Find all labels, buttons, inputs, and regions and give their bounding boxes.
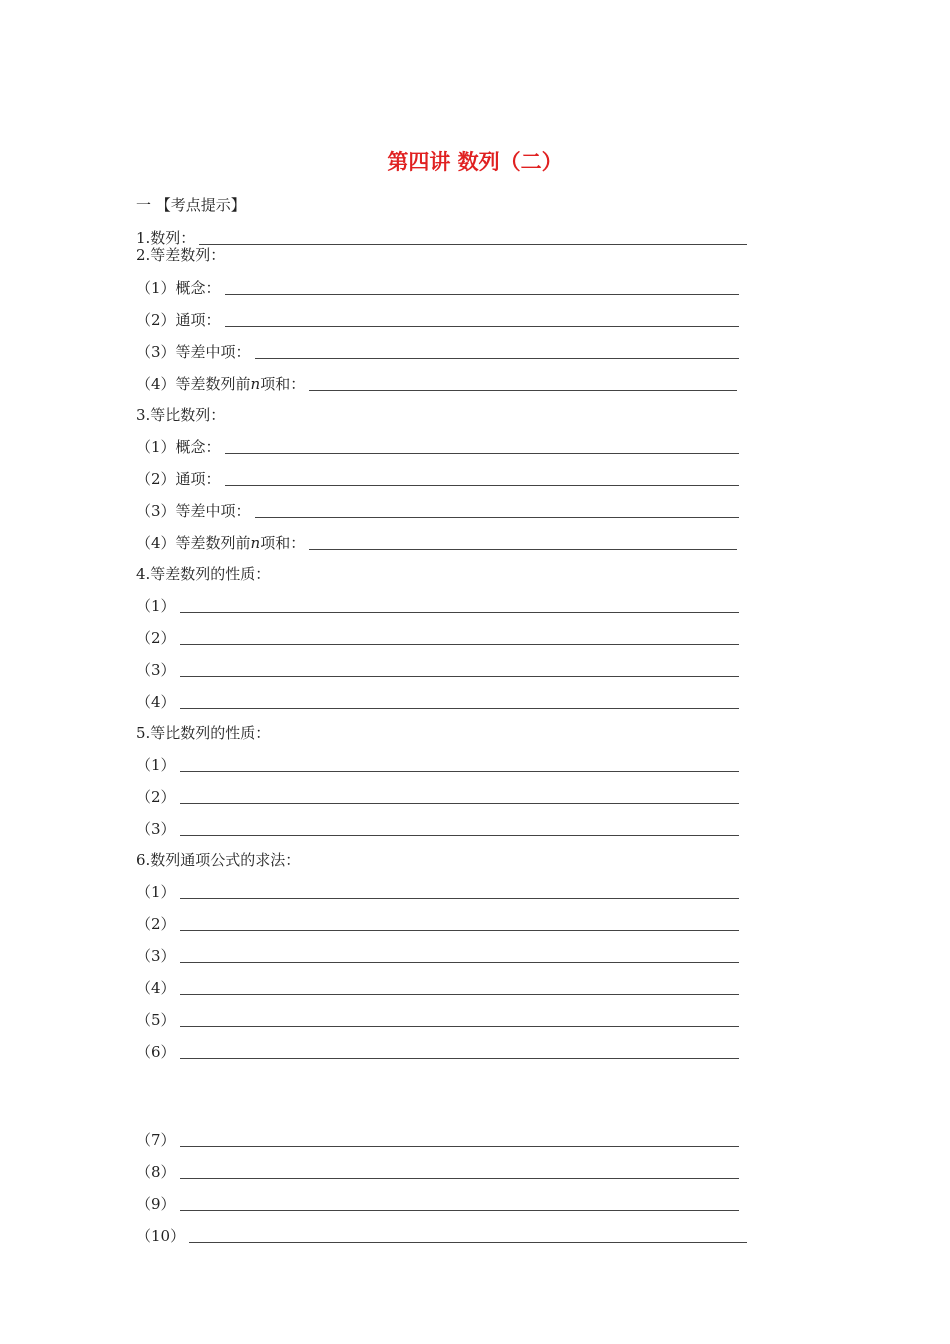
row-label: （3） [136,820,176,838]
fill-row [136,880,739,902]
answer-blank[interactable] [225,437,739,454]
answer-blank[interactable] [180,819,739,836]
fill-row [136,1160,739,1182]
answer-blank[interactable] [180,1010,739,1027]
fill-row [136,308,739,330]
fill-row [136,912,739,934]
row-label: （3） [136,661,176,679]
fill-row [136,531,737,553]
fill-row [136,690,739,712]
answer-blank[interactable] [255,342,739,359]
fill-row [136,785,739,807]
section-heading: 一 【考点提示】 [136,196,246,214]
row-label: （2）通项： [136,470,221,488]
answer-blank[interactable] [180,628,739,645]
answer-blank[interactable] [180,946,739,963]
row-label: （3） [136,947,176,965]
answer-blank[interactable] [180,1162,739,1179]
row-label: （4）等差数列前n项和： [136,534,306,552]
row-label: （2）通项： [136,311,221,329]
section-label: 4.等差数列的性质： [136,565,271,583]
row-label: （8） [136,1163,176,1181]
row-label: （4） [136,693,176,711]
row-label: （2） [136,629,176,647]
answer-blank[interactable] [180,978,739,995]
variable-n: n [250,375,261,393]
answer-blank[interactable] [199,228,747,245]
fill-row [136,594,739,616]
fill-row [136,817,739,839]
row-label: （2） [136,915,176,933]
answer-blank[interactable] [225,310,739,327]
row-label: （7） [136,1131,176,1149]
row-label: （1） [136,883,176,901]
page-title: 第四讲 数列（二） [387,150,563,174]
fill-row [136,435,739,457]
fill-row [136,753,739,775]
section-label: 3.等比数列： [136,406,226,424]
fill-row [136,372,737,394]
answer-blank[interactable] [180,882,739,899]
row-label: （1）概念： [136,438,221,456]
section-label: 5.等比数列的性质： [136,724,271,742]
answer-blank[interactable] [180,692,739,709]
row-label: （9） [136,1195,176,1213]
row-label: （1） [136,597,176,615]
answer-blank[interactable] [180,914,739,931]
fill-row [136,1192,739,1214]
row-label: （3）等差中项： [136,502,251,520]
answer-blank[interactable] [180,1130,739,1147]
variable-n: n [250,534,261,552]
row-label: （2） [136,788,176,806]
answer-blank[interactable] [180,660,739,677]
row-label: 1.数列： [136,229,196,247]
fill-row [136,276,739,298]
answer-blank[interactable] [180,755,739,772]
row-label: （4） [136,979,176,997]
answer-blank[interactable] [189,1226,747,1243]
row-label: （1） [136,756,176,774]
fill-row [136,1008,739,1030]
section-label: 2.等差数列： [136,246,226,264]
fill-row [136,340,739,362]
section-label: 6.数列通项公式的求法： [136,851,301,869]
row-label: （1）概念： [136,279,221,297]
row-label: （6） [136,1043,176,1061]
row-label: （10） [136,1227,186,1245]
answer-blank[interactable] [255,501,739,518]
answer-blank[interactable] [225,278,739,295]
fill-row [136,1040,739,1062]
fill-row [136,226,747,248]
fill-row [136,626,739,648]
answer-blank[interactable] [309,533,737,550]
answer-blank[interactable] [180,787,739,804]
fill-row [136,1128,739,1150]
fill-row [136,658,739,680]
answer-blank[interactable] [180,596,739,613]
fill-row [136,467,739,489]
answer-blank[interactable] [225,469,739,486]
row-label: （4）等差数列前n项和： [136,375,306,393]
row-label: （5） [136,1011,176,1029]
answer-blank[interactable] [180,1194,739,1211]
answer-blank[interactable] [180,1042,739,1059]
fill-row [136,976,739,998]
answer-blank[interactable] [309,374,737,391]
fill-row [136,944,739,966]
fill-row [136,499,739,521]
fill-row [136,1224,747,1246]
row-label: （3）等差中项： [136,343,251,361]
